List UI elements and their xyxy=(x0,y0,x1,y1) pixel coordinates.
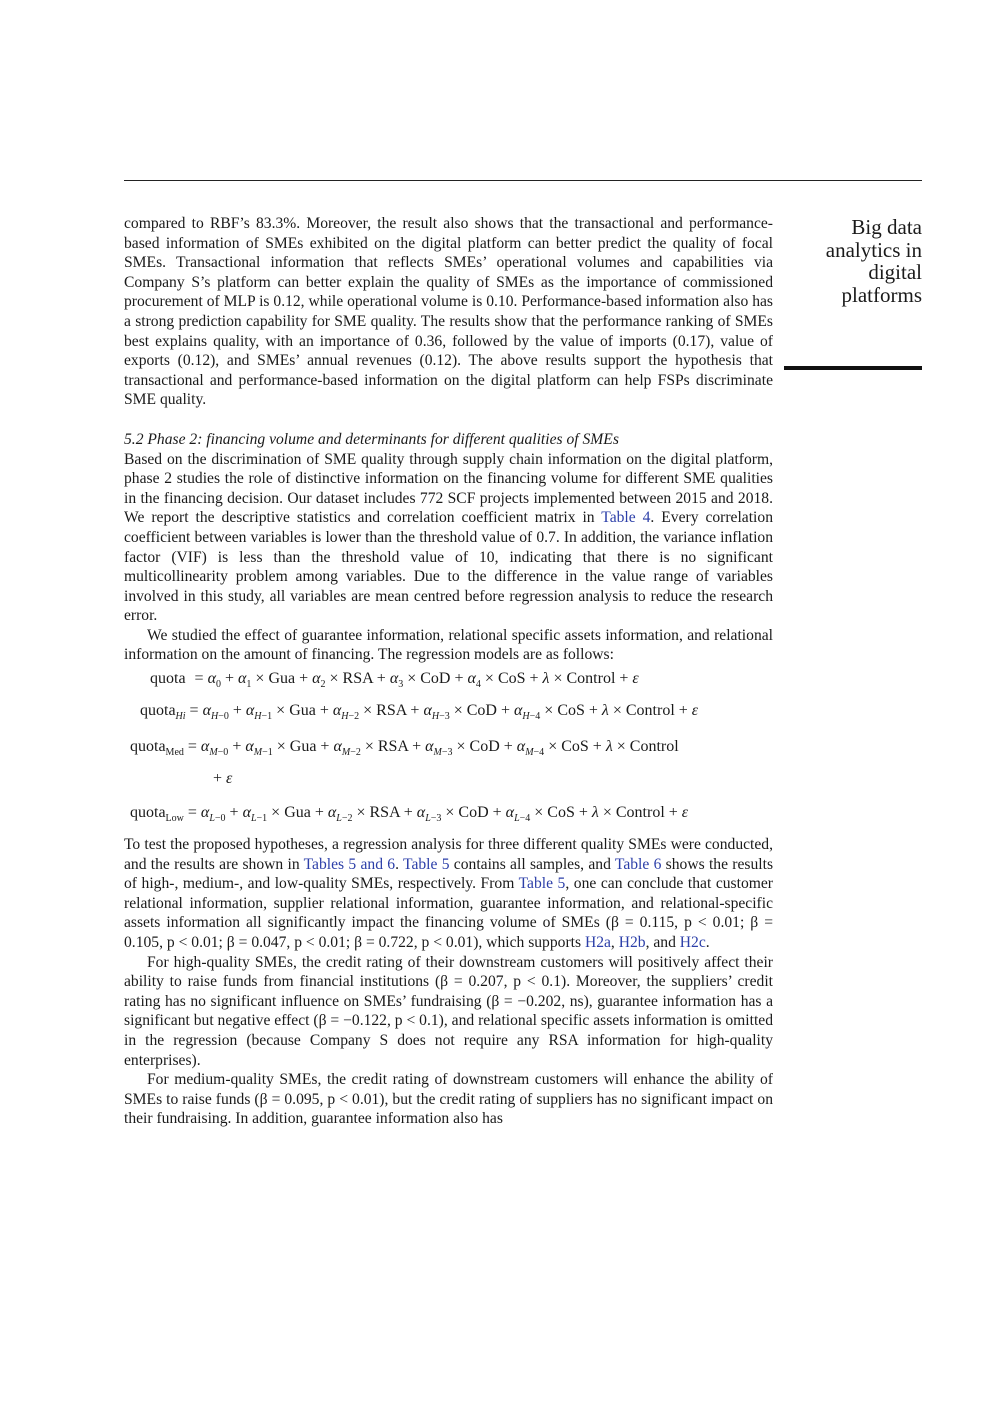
paragraph-high-quality: For high-quality SMEs, the credit rating of their downstream customers will positively affect their ability to raise funds from financial institutions (β = 0.207, p < 0.1). Moreover, the suppliers’ credit rating has no significant influence on SMEs’ fundraising (β = −0.202, ns), guarantee information has a significant but negative effect (β = −0.122, p < 0.1), and relational specific assets information is omitted in the regression (because Company S does not require any RSA information for high-quality enterprises). xyxy=(124,953,773,1069)
paragraph-hypotheses-test xyxy=(124,835,773,953)
tables5-6-link[interactable]: Tables 5 and 6 xyxy=(303,855,396,873)
paragraph-text: Based on the discrimination of SME quality through supply chain information on the digital platform, phase 2 studies the role of distinctive information on the financing volume for different SME qualities in the financing decision. Our dataset includes 772 SCF projects implemented between 2015 and 2018. We report the descriptive statistics and correlation coefficient matrix in xyxy=(124,450,773,527)
paragraph-phase2-intro xyxy=(124,450,773,626)
paragraph-text: , and xyxy=(645,934,680,952)
paragraph-text: contains all samples, and xyxy=(449,855,615,873)
equation-low: quota$_{Low}$ = $\alpha_{L-0} + \alpha_{L-1}$ × Gua + $\alpha_{L-2}$ × RSA + $\alpha_{L-3}$ × CoD + $\alpha_{L-4}$ × CoS + λ × Control + ε xyxy=(130,804,689,825)
running-head-rule xyxy=(784,366,922,370)
h2a-link[interactable]: H2a xyxy=(584,934,611,952)
paragraph-text: . xyxy=(705,934,710,952)
paragraph-text: , xyxy=(610,934,619,952)
h2b-link[interactable]: H2b xyxy=(618,934,646,952)
table4-link[interactable]: Table 4 xyxy=(601,509,651,527)
paragraph-text: . Every correlation coefficient between variables is lower than the threshold value of 0.7. In addition, the variance inflation factor (VIF) is less than the threshold value of 10, indicating that there is no significant multicollinearity problem among variables. Due to the difference in the value range of variables involved in this study, all variables are mean centred before regression analysis to reduce the research error. xyxy=(124,509,773,625)
equation-all: quota = $\alpha_0 + \alpha_1$ × Gua + $\alpha_2$ × RSA + $\alpha_3$ × CoD + $\alpha_4$ × CoS + λ × Control + ε xyxy=(150,670,639,691)
paragraph-models-intro: We studied the effect of guarantee information, relational specific assets information, and relational information on the amount of financing. The regression models are as follows: xyxy=(124,626,773,664)
running-head-line: analytics in xyxy=(825,237,922,262)
running-head-line: platforms xyxy=(841,282,922,307)
equation-medium-continued: + ε xyxy=(213,770,233,788)
h2c-link[interactable]: H2c xyxy=(679,934,706,952)
running-head-line: digital xyxy=(868,260,922,284)
paragraph-text: , one can conclude that customer relational information, supplier relational information, guarantee information, and relational-specific assets information all significantly impact the financing volume of SMEs (β = 0.115, p < 0.01; β = 0.105, p < 0.01; β = 0.047, p < 0.01; β = 0.722, p < 0.01), which supports xyxy=(124,875,774,952)
regression-equations xyxy=(124,669,773,829)
main-text-column xyxy=(124,214,773,1129)
paragraph-text: shows the results of high-, medium-, and low-quality SMEs, respectively. From xyxy=(124,855,774,893)
table5-link[interactable]: Table 5 xyxy=(403,855,450,873)
table5-link[interactable]: Table 5 xyxy=(518,875,566,893)
paragraph-text: To test the proposed hypotheses, a regression analysis for three different quality SMEs were conducted, and the results are shown in xyxy=(124,836,773,873)
paragraph-results-summary: compared to RBF’s 83.3%. Moreover, the result also shows that the transactional and performance-based information of SMEs exhibited on the digital platform can better predict the quality of focal SMEs. Transactional information that reflects SMEs’ operational volumes and capabilities via Company S’s platform can better explain the quality of SMEs as the importance of commissioned procurement of MLP is 0.12, while operational volume is 0.10. Performance-based information also has a strong prediction capability for SME quality. The results show that the performance ranking of SMEs best explains quality, with an importance of 0.36, followed by the value of imports (0.17), value of exports (0.12), and SMEs’ annual revenues (0.12). The above results support the hypothesis that transactional and performance-based information on the digital platform can help FSPs discriminate SME quality. xyxy=(124,215,773,409)
header-rule xyxy=(124,180,922,181)
equation-medium: quota$_{Med}$ = $\alpha_{M-0} + \alpha_{M-1}$ × Gua + $\alpha_{M-2}$ × RSA + $\alpha_{M-3}$ × CoD + $\alpha_{M-4}$ × CoS + λ × Control xyxy=(130,738,679,759)
section-gap xyxy=(124,410,773,430)
paragraph-text: . xyxy=(395,855,404,873)
table6-link[interactable]: Table 6 xyxy=(614,855,662,873)
paragraph-medium-quality: For medium-quality SMEs, the credit rating of downstream customers will enhance the ability of SMEs to raise funds (β = 0.095, p < 0.01), but the credit rating of suppliers has no significant impact on their fundraising. In addition, guarantee information also has xyxy=(124,1071,773,1128)
equation-high: quota$_{Hi}$ = $\alpha_{H-0} + \alpha_{H-1}$ × Gua + $\alpha_{H-2}$ × RSA + $\alpha_{H-3}$ × CoD + $\alpha_{H-4}$ × CoS + λ × Control + ε xyxy=(140,702,699,723)
running-head-line: Big data xyxy=(851,215,922,239)
section-heading: 5.2 Phase 2: financing volume and determinants for different qualities of SMEs xyxy=(124,430,619,448)
running-head-title xyxy=(790,216,922,306)
